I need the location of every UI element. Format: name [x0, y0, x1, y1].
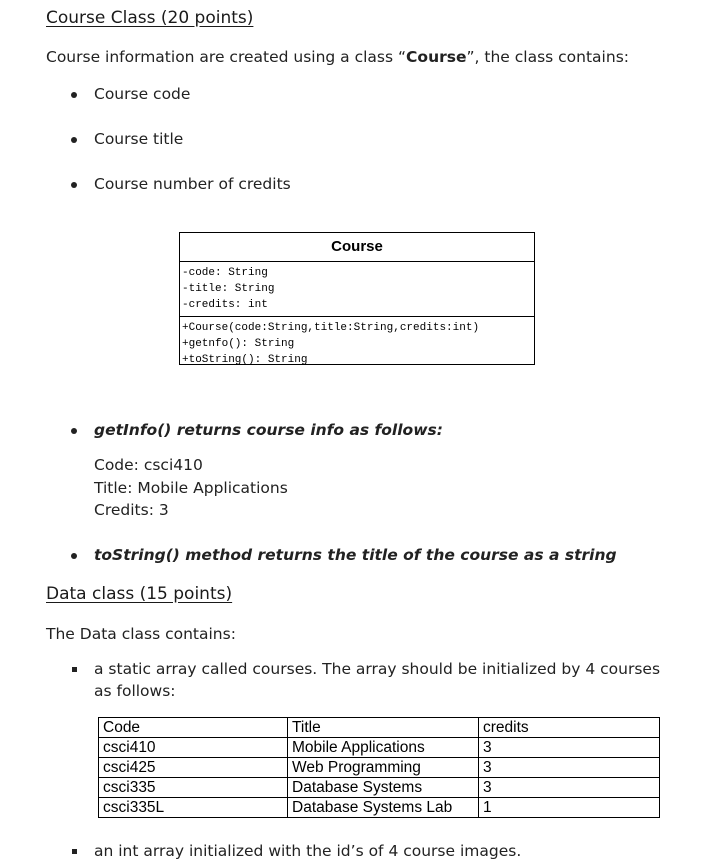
uml-method: +toString(): String	[182, 354, 308, 366]
uml-attributes	[180, 262, 534, 317]
bullet-dot-icon	[71, 182, 77, 188]
table-header-cell: Title	[288, 718, 479, 738]
table-row	[99, 778, 660, 798]
table-row	[99, 798, 660, 818]
table-cell: Mobile Applications	[288, 738, 479, 758]
table-row	[99, 738, 660, 758]
courses-table	[98, 717, 660, 818]
table-cell: Database Systems Lab	[288, 798, 479, 818]
table-cell: 3	[479, 738, 660, 758]
bullet-square-icon	[72, 849, 77, 854]
getinfo-bullet: getInfo() returns course info as follows:	[94, 421, 443, 439]
bullet-dot-icon	[71, 92, 77, 98]
table-header-row	[99, 718, 660, 738]
bullet-course-title: Course title	[94, 130, 184, 148]
course-intro-class: Course	[406, 48, 467, 66]
table-cell: csci335L	[99, 798, 288, 818]
table-cell: csci335	[99, 778, 288, 798]
uml-attribute: -title: String	[182, 283, 275, 295]
data-intro: The Data class contains:	[46, 625, 236, 643]
data-bullet-static-array-cont: as follows:	[94, 682, 176, 700]
table-cell: 3	[479, 778, 660, 798]
uml-methods	[180, 317, 534, 371]
bullet-square-icon	[72, 667, 77, 672]
table-header-cell: credits	[479, 718, 660, 738]
bullet-course-credits: Course number of credits	[94, 175, 291, 193]
uml-method: +Course(code:String,title:String,credits:int)	[182, 322, 480, 334]
getinfo-title-line: Title: Mobile Applications	[94, 479, 288, 497]
uml-method: +getnfo(): String	[182, 338, 295, 350]
bullet-course-code: Course code	[94, 85, 191, 103]
data-class-heading: Data class (15 points)	[46, 584, 233, 604]
data-bullet-static-array: a static array called courses. The array should be initialized by 4 courses	[94, 660, 661, 678]
uml-class-diagram	[179, 232, 535, 365]
course-intro-after: ”, the class contains:	[466, 48, 629, 66]
table-cell: csci425	[99, 758, 288, 778]
table-cell: Database Systems	[288, 778, 479, 798]
bullet-dot-icon	[71, 553, 77, 559]
getinfo-code-line: Code: csci410	[94, 456, 203, 474]
course-intro-before: Course information are created using a class “	[46, 48, 407, 66]
table-cell: csci410	[99, 738, 288, 758]
table-header-cell: Code	[99, 718, 288, 738]
uml-attribute: -credits: int	[182, 299, 268, 311]
bullet-dot-icon	[71, 428, 77, 434]
course-intro	[46, 48, 629, 66]
course-class-heading: Course Class (20 points)	[46, 8, 254, 28]
table-cell: 3	[479, 758, 660, 778]
uml-class-name: Course	[180, 233, 534, 262]
table-cell: 1	[479, 798, 660, 818]
tostring-bullet: toString() method returns the title of the course as a string	[94, 546, 617, 564]
uml-attribute: -code: String	[182, 267, 268, 279]
bullet-dot-icon	[71, 137, 77, 143]
data-bullet-int-array: an int array initialized with the id’s of 4 course images.	[94, 842, 522, 860]
table-cell: Web Programming	[288, 758, 479, 778]
table-row	[99, 758, 660, 778]
getinfo-credits-line: Credits: 3	[94, 501, 169, 519]
